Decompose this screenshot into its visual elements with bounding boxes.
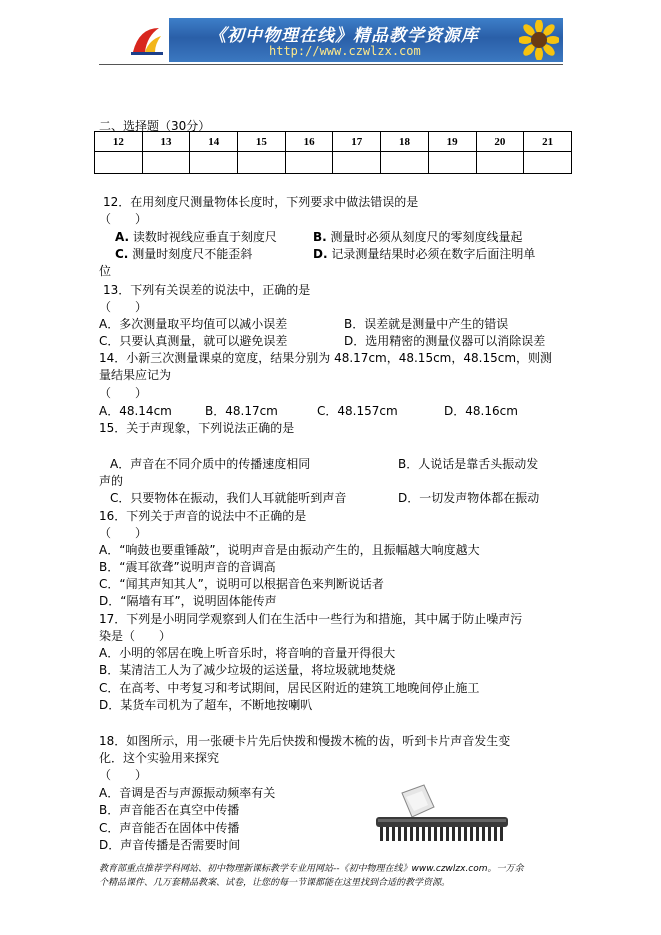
site-title: 《初中物理在线》精品教学资源库 bbox=[209, 26, 479, 46]
q12-paren: （ ） bbox=[99, 212, 148, 226]
answer-cell[interactable] bbox=[142, 152, 190, 174]
q14-option-c: C．48.157cm bbox=[317, 404, 398, 418]
q14-stem: 14．小新三次测量课桌的宽度，结果分别为 48.17cm，48.15cm，48.15cm，则测 bbox=[99, 351, 553, 365]
answer-col-header: 14 bbox=[190, 132, 238, 152]
q12-option-d-cont: 位 bbox=[99, 264, 112, 278]
q17-stem: 17．下列是小明同学观察到人们在生活中一些行为和措施，其中属于防止噪声污 bbox=[99, 612, 523, 626]
q18-option-a: A．音调是否与声源振动频率有关 bbox=[99, 786, 276, 800]
q17-option-d: D．某货车司机为了超车，不断地按喇叭 bbox=[99, 698, 313, 712]
q13-option-b: B．误差就是测量中产生的错误 bbox=[344, 317, 509, 331]
q16-option-a: A．“响鼓也要重锤敲”，说明声音是由振动产生的，且振幅越大响度越大 bbox=[99, 543, 480, 557]
comb-icon bbox=[376, 817, 508, 841]
footer-line-2: 个精品课件、几万套精品教案、试卷，让您的每一节课都能在这里找到合适的教学资源。 bbox=[99, 878, 451, 888]
footer-line-1: 教育部重点推荐学科网站、初中物理新课标教学专业用网站--《初中物理在线》www.czwlzx.com。一万余 bbox=[99, 864, 524, 874]
q12-stem: 12．在用刻度尺测量物体长度时，下列要求中做法错误的是 bbox=[103, 195, 419, 209]
q13-stem: 13．下列有关误差的说法中，正确的是 bbox=[103, 283, 311, 297]
answer-table-header-row bbox=[95, 132, 572, 152]
answer-cell[interactable] bbox=[333, 152, 381, 174]
header-banner bbox=[99, 18, 563, 62]
q17-option-a: A．小明的邻居在晚上听音乐时，将音响的音量开得很大 bbox=[99, 646, 396, 660]
answer-table bbox=[94, 131, 572, 174]
q12-option-a bbox=[115, 229, 277, 246]
q16-option-d: D．“隔墙有耳”，说明固体能传声 bbox=[99, 594, 277, 608]
q12-a-label: A. bbox=[115, 230, 130, 244]
q12-b-text: 测量时必须从刻度尺的零刻度线量起 bbox=[330, 230, 523, 244]
q14-option-d: D．48.16cm bbox=[444, 404, 518, 418]
q16-option-b: B．“震耳欲聋”说明声音的音调高 bbox=[99, 560, 276, 574]
q16-option-c: C．“闻其声知其人”，说明可以根据音色来判断说话者 bbox=[99, 577, 384, 591]
q12-option-c bbox=[115, 246, 252, 263]
q17-stem-cont: 染是（ ） bbox=[99, 629, 172, 643]
page-footer bbox=[99, 862, 565, 890]
q12-d-label: D. bbox=[313, 247, 328, 261]
q14-stem-cont: 量结果应记为 bbox=[99, 368, 172, 382]
q15-option-d: D．一切发声物体都在振动 bbox=[398, 491, 540, 505]
answer-col-header: 15 bbox=[238, 132, 286, 152]
answer-cell[interactable] bbox=[524, 152, 572, 174]
answer-col-header: 21 bbox=[524, 132, 572, 152]
q15-option-b-cont: 声的 bbox=[99, 474, 124, 488]
q13-option-a: A．多次测量取平均值可以减小误差 bbox=[99, 317, 288, 331]
answer-table-blank-row bbox=[95, 152, 572, 174]
answer-cell[interactable] bbox=[238, 152, 286, 174]
q15-option-b: B．人说话是靠舌头振动发 bbox=[398, 457, 539, 471]
q13-paren: （ ） bbox=[99, 300, 148, 314]
q12-a-text: 读数时视线应垂直于刻度尺 bbox=[132, 230, 277, 244]
answer-cell[interactable] bbox=[95, 152, 143, 174]
q18-stem: 18．如图所示，用一张硬卡片先后快拨和慢拨木梳的齿，听到卡片声音发生变 bbox=[99, 734, 511, 748]
comb-and-card-figure bbox=[372, 783, 512, 845]
q16-stem: 16．下列关于声音的说法中不正确的是 bbox=[99, 509, 307, 523]
q13-option-c: C．只要认真测量，就可以避免误差 bbox=[99, 334, 288, 348]
sunflower-icon bbox=[519, 20, 559, 60]
q18-paren: （ ） bbox=[99, 768, 148, 782]
answer-cell[interactable] bbox=[381, 152, 429, 174]
answer-cell[interactable] bbox=[285, 152, 333, 174]
q15-stem: 15．关于声现象，下列说法正确的是 bbox=[99, 421, 295, 435]
q13-option-d: D．选用精密的测量仪器可以消除误差 bbox=[344, 334, 546, 348]
q18-option-c: C．声音能否在固体中传播 bbox=[99, 821, 240, 835]
answer-cell[interactable] bbox=[476, 152, 524, 174]
q12-c-text: 测量时刻度尺不能歪斜 bbox=[132, 247, 253, 261]
q18-stem-cont: 化．这个实验用来探究 bbox=[99, 751, 220, 765]
q18-option-b: B．声音能否在真空中传播 bbox=[99, 803, 240, 817]
q12-option-d bbox=[313, 246, 535, 263]
q15-option-a: A．声音在不同介质中的传播速度相同 bbox=[110, 457, 311, 471]
q17-option-c: C．在高考、中考复习和考试期间，居民区附近的建筑工地晚间停止施工 bbox=[99, 681, 480, 695]
card-icon bbox=[402, 785, 434, 817]
section-title: 二、选择题（30分） bbox=[99, 119, 211, 133]
q12-d-text: 记录测量结果时必须在数字后面注明单 bbox=[331, 247, 536, 261]
q14-option-b: B．48.17cm bbox=[205, 404, 278, 418]
answer-cell[interactable] bbox=[428, 152, 476, 174]
q17-option-b: B．某清洁工人为了减少垃圾的运送量，将垃圾就地焚烧 bbox=[99, 663, 396, 677]
answer-col-header: 20 bbox=[476, 132, 524, 152]
site-url[interactable]: http://www.czwlzx.com bbox=[269, 44, 421, 58]
q14-option-a: A．48.14cm bbox=[99, 404, 172, 418]
q18-option-d: D．声音传播是否需要时间 bbox=[99, 838, 241, 852]
logo-area bbox=[99, 18, 169, 62]
q12-option-b bbox=[313, 229, 523, 246]
q12-b-label: B. bbox=[313, 230, 327, 244]
answer-col-header: 12 bbox=[95, 132, 143, 152]
answer-col-header: 16 bbox=[285, 132, 333, 152]
answer-cell[interactable] bbox=[190, 152, 238, 174]
q14-paren: （ ） bbox=[99, 386, 148, 400]
q16-paren: （ ） bbox=[99, 526, 148, 540]
answer-col-header: 13 bbox=[142, 132, 190, 152]
answer-col-header: 19 bbox=[428, 132, 476, 152]
q15-option-c: C．只要物体在振动，我们人耳就能听到声音 bbox=[110, 491, 347, 505]
header-divider bbox=[99, 64, 563, 65]
site-logo-icon bbox=[129, 22, 165, 58]
answer-col-header: 18 bbox=[381, 132, 429, 152]
answer-col-header: 17 bbox=[333, 132, 381, 152]
q12-c-label: C. bbox=[115, 247, 129, 261]
